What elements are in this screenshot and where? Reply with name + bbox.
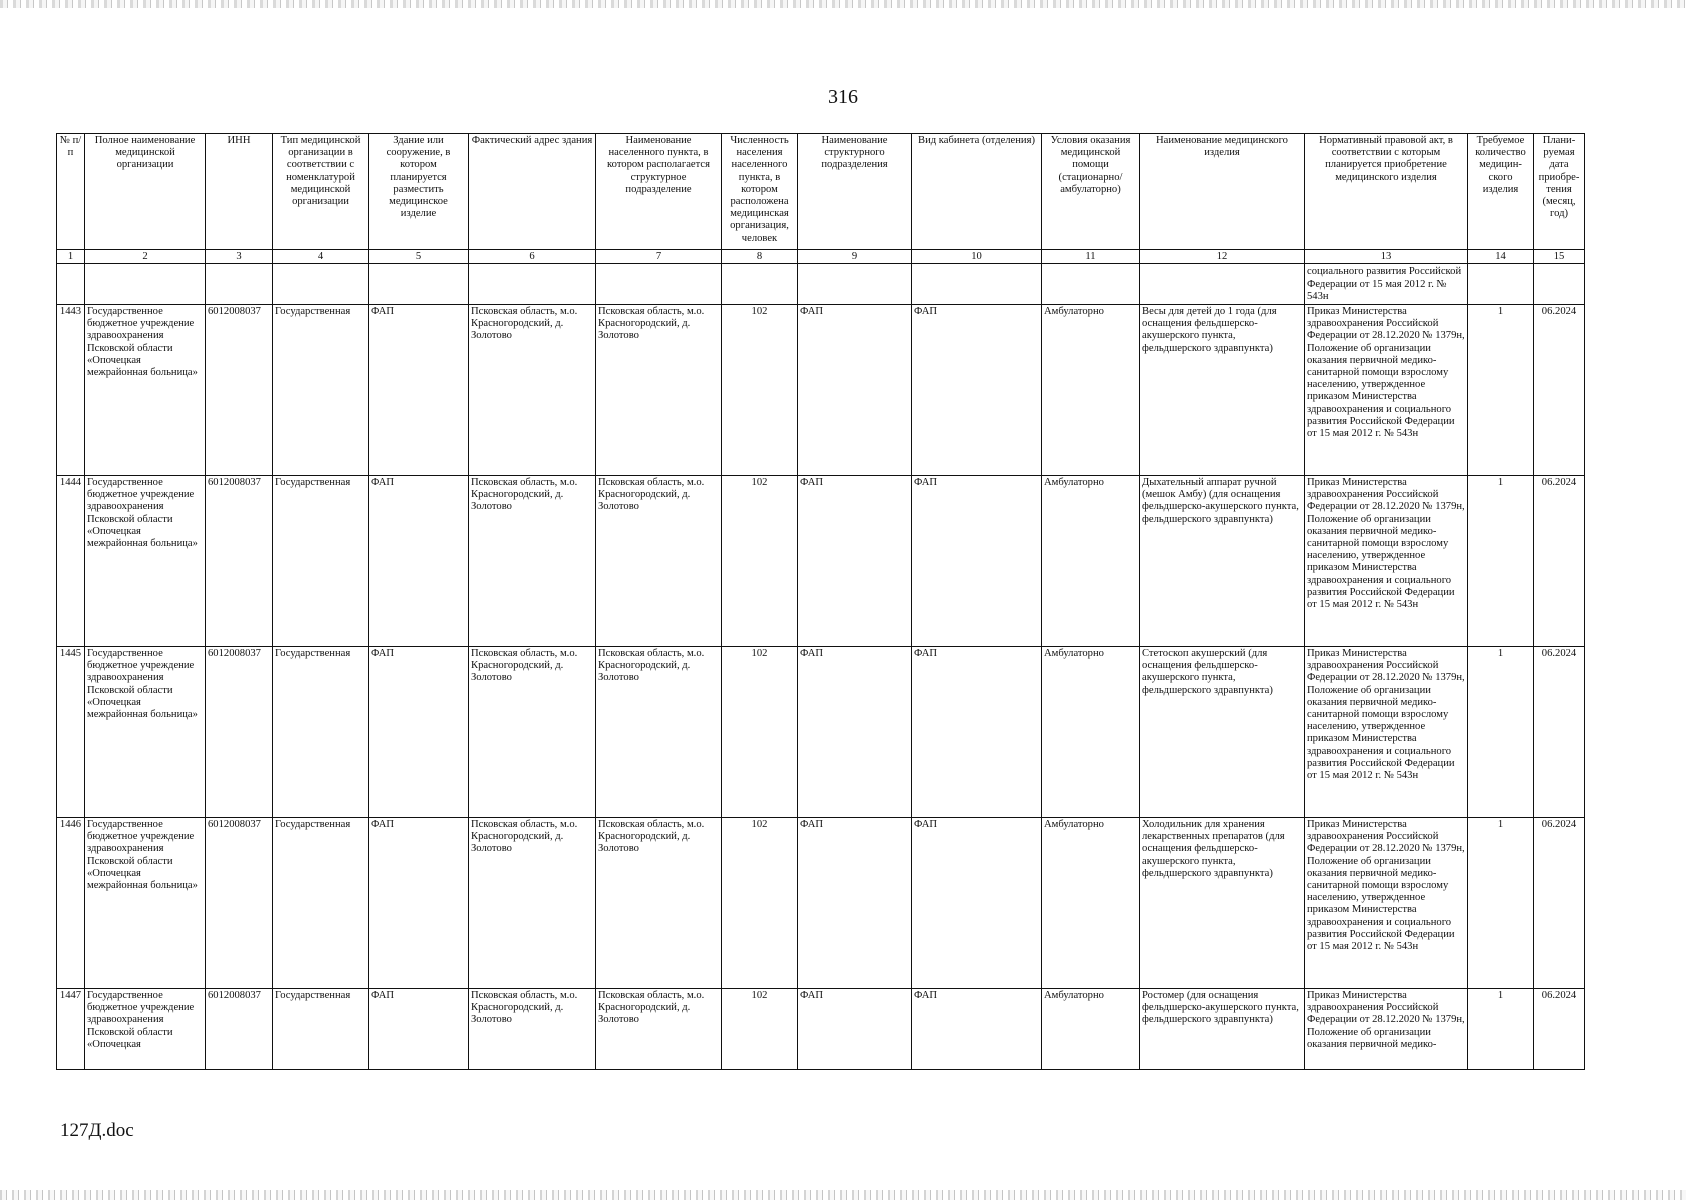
purchase-date: 06.2024 xyxy=(1534,476,1585,647)
organization-type: Государственная xyxy=(273,818,369,989)
column-header: Условия оказания медицинской помощи (стационарно/ амбулаторно) xyxy=(1042,134,1140,250)
column-number: 2 xyxy=(85,250,206,264)
continuation-text: социального развития Российской Федерации от 15 мая 2012 г. № 543н xyxy=(1305,264,1468,305)
table-row xyxy=(57,818,1585,989)
document-filename: 127Д.doc xyxy=(60,1120,134,1141)
device-name: Весы для детей до 1 года (для оснащения фельдшерско-акушерского пункта, фельдшерского здравпункта) xyxy=(1140,305,1305,476)
device-name: Дыхательный аппарат ручной (мешок Амбу) (для оснащения фельдшерско-акушерского пункта, фельдшерского здравпункта) xyxy=(1140,476,1305,647)
scan-edge-bottom xyxy=(0,1190,1686,1200)
table-row xyxy=(57,647,1585,818)
organization-type: Государственная xyxy=(273,305,369,476)
quantity: 1 xyxy=(1468,647,1534,818)
population: 102 xyxy=(722,305,798,476)
organization-name: Государственное бюджетное учреждение здравоохранения Псковской области «Опочецкая межрайонная больница» xyxy=(85,305,206,476)
quantity: 1 xyxy=(1468,305,1534,476)
inn: 6012008037 xyxy=(206,476,273,647)
column-header: № п/п xyxy=(57,134,85,250)
column-header: Тип медицинской организации в соответствии с номенклатурой медицинской организации xyxy=(273,134,369,250)
column-number-row xyxy=(57,250,1585,264)
population: 102 xyxy=(722,476,798,647)
cabinet-type: ФАП xyxy=(912,647,1042,818)
care-conditions: Амбулаторно xyxy=(1042,818,1140,989)
settlement: Псковская область, м.о. Красногородский, д. Золотово xyxy=(596,305,722,476)
population: 102 xyxy=(722,818,798,989)
row-number: 1447 xyxy=(57,989,85,1070)
settlement: Псковская область, м.о. Красногородский, д. Золотово xyxy=(596,476,722,647)
column-number: 4 xyxy=(273,250,369,264)
table-row xyxy=(57,305,1585,476)
column-number: 12 xyxy=(1140,250,1305,264)
cabinet-type: ФАП xyxy=(912,989,1042,1070)
continuation-row xyxy=(57,264,1585,305)
legal-act: Приказ Министерства здравоохранения Российской Федерации от 28.12.2020 № 1379н, Положение об организации оказания первичной медико- xyxy=(1305,989,1468,1070)
column-header: Здание или сооружение, в котором планируется разместить медицинское изделие xyxy=(369,134,469,250)
column-header: Наименование населенного пункта, в котором располагается структурное подразделение xyxy=(596,134,722,250)
organization-name: Государственное бюджетное учреждение здравоохранения Псковской области «Опочецкая межрайонная больница» xyxy=(85,476,206,647)
care-conditions: Амбулаторно xyxy=(1042,305,1140,476)
organization-name: Государственное бюджетное учреждение здравоохранения Псковской области «Опочецкая межрайонная больница» xyxy=(85,818,206,989)
building: ФАП xyxy=(369,305,469,476)
column-number: 3 xyxy=(206,250,273,264)
column-header: Требуемое количество медицин-ского изделия xyxy=(1468,134,1534,250)
table-row xyxy=(57,989,1585,1070)
column-number: 8 xyxy=(722,250,798,264)
column-number: 13 xyxy=(1305,250,1468,264)
column-number: 9 xyxy=(798,250,912,264)
address: Псковская область, м.о. Красногородский, д. Золотово xyxy=(469,818,596,989)
equipment-table xyxy=(56,133,1585,1070)
column-header: Полное наименование медицинской организации xyxy=(85,134,206,250)
inn: 6012008037 xyxy=(206,647,273,818)
structural-unit: ФАП xyxy=(798,989,912,1070)
organization-name: Государственное бюджетное учреждение здравоохранения Псковской области «Опочецкая xyxy=(85,989,206,1070)
column-header: Нормативный правовой акт, в соответствии с которым планируется приобретение медицинского изделия xyxy=(1305,134,1468,250)
column-header: Наименование структурного подразделения xyxy=(798,134,912,250)
building: ФАП xyxy=(369,476,469,647)
quantity: 1 xyxy=(1468,476,1534,647)
cabinet-type: ФАП xyxy=(912,305,1042,476)
column-number: 5 xyxy=(369,250,469,264)
legal-act: Приказ Министерства здравоохранения Российской Федерации от 28.12.2020 № 1379н, Положение об организации оказания первичной медико-санитарной помощи взрослому населению, утвержденное приказом Министерства здравоохранения и социального развития Российской Федерации от 15 мая 2012 г. № 543н xyxy=(1305,818,1468,989)
settlement: Псковская область, м.о. Красногородский, д. Золотово xyxy=(596,989,722,1070)
quantity: 1 xyxy=(1468,818,1534,989)
organization-type: Государственная xyxy=(273,476,369,647)
row-number: 1445 xyxy=(57,647,85,818)
row-number: 1446 xyxy=(57,818,85,989)
page-number: 316 xyxy=(828,86,858,108)
inn: 6012008037 xyxy=(206,818,273,989)
inn: 6012008037 xyxy=(206,989,273,1070)
settlement: Псковская область, м.о. Красногородский, д. Золотово xyxy=(596,818,722,989)
column-number: 1 xyxy=(57,250,85,264)
population: 102 xyxy=(722,647,798,818)
organization-type: Государственная xyxy=(273,647,369,818)
purchase-date: 06.2024 xyxy=(1534,989,1585,1070)
population: 102 xyxy=(722,989,798,1070)
building: ФАП xyxy=(369,989,469,1070)
column-number: 6 xyxy=(469,250,596,264)
device-name: Холодильник для хранения лекарственных препаратов (для оснащения фельдшерско-акушерского пункта, фельдшерского здравпункта) xyxy=(1140,818,1305,989)
column-number: 7 xyxy=(596,250,722,264)
column-header: ИНН xyxy=(206,134,273,250)
address: Псковская область, м.о. Красногородский, д. Золотово xyxy=(469,305,596,476)
column-number: 11 xyxy=(1042,250,1140,264)
care-conditions: Амбулаторно xyxy=(1042,647,1140,818)
organization-name: Государственное бюджетное учреждение здравоохранения Псковской области «Опочецкая межрайонная больница» xyxy=(85,647,206,818)
organization-type: Государственная xyxy=(273,989,369,1070)
inn: 6012008037 xyxy=(206,305,273,476)
structural-unit: ФАП xyxy=(798,305,912,476)
address: Псковская область, м.о. Красногородский, д. Золотово xyxy=(469,989,596,1070)
settlement: Псковская область, м.о. Красногородский, д. Золотово xyxy=(596,647,722,818)
cabinet-type: ФАП xyxy=(912,476,1042,647)
column-header: Фактический адрес здания xyxy=(469,134,596,250)
purchase-date: 06.2024 xyxy=(1534,647,1585,818)
structural-unit: ФАП xyxy=(798,476,912,647)
row-number: 1443 xyxy=(57,305,85,476)
cabinet-type: ФАП xyxy=(912,818,1042,989)
legal-act: Приказ Министерства здравоохранения Российской Федерации от 28.12.2020 № 1379н, Положение об организации оказания первичной медико-санитарной помощи взрослому населению, утвержденное приказом Министерства здравоохранения и социального развития Российской Федерации от 15 мая 2012 г. № 543н xyxy=(1305,647,1468,818)
care-conditions: Амбулаторно xyxy=(1042,476,1140,647)
structural-unit: ФАП xyxy=(798,647,912,818)
address: Псковская область, м.о. Красногородский, д. Золотово xyxy=(469,647,596,818)
scan-edge-top xyxy=(0,0,1686,8)
building: ФАП xyxy=(369,647,469,818)
table-row xyxy=(57,476,1585,647)
structural-unit: ФАП xyxy=(798,818,912,989)
legal-act: Приказ Министерства здравоохранения Российской Федерации от 28.12.2020 № 1379н, Положение об организации оказания первичной медико-санитарной помощи взрослому населению, утвержденное приказом Министерства здравоохранения и социального развития Российской Федерации от 15 мая 2012 г. № 543н xyxy=(1305,476,1468,647)
quantity: 1 xyxy=(1468,989,1534,1070)
purchase-date: 06.2024 xyxy=(1534,305,1585,476)
column-header: Численность населения населенного пункта, в котором расположена медицинская организация, человек xyxy=(722,134,798,250)
care-conditions: Амбулаторно xyxy=(1042,989,1140,1070)
column-number: 10 xyxy=(912,250,1042,264)
column-header: Вид кабинета (отделения) xyxy=(912,134,1042,250)
legal-act: Приказ Министерства здравоохранения Российской Федерации от 28.12.2020 № 1379н, Положение об организации оказания первичной медико-санитарной помощи взрослому населению, утвержденное приказом Министерства здравоохранения и социального развития Российской Федерации от 15 мая 2012 г. № 543н xyxy=(1305,305,1468,476)
device-name: Стетоскоп акушерский (для оснащения фельдшерско-акушерского пункта, фельдшерского здравпункта) xyxy=(1140,647,1305,818)
address: Псковская область, м.о. Красногородский, д. Золотово xyxy=(469,476,596,647)
column-number: 15 xyxy=(1534,250,1585,264)
column-header: Наименование медицинского изделия xyxy=(1140,134,1305,250)
column-header: Плани-руемая дата приобре-тения (месяц, год) xyxy=(1534,134,1585,250)
column-number: 14 xyxy=(1468,250,1534,264)
device-name: Ростомер (для оснащения фельдшерско-акушерского пункта, фельдшерского здравпункта) xyxy=(1140,989,1305,1070)
table-header-row xyxy=(57,134,1585,250)
building: ФАП xyxy=(369,818,469,989)
purchase-date: 06.2024 xyxy=(1534,818,1585,989)
row-number: 1444 xyxy=(57,476,85,647)
